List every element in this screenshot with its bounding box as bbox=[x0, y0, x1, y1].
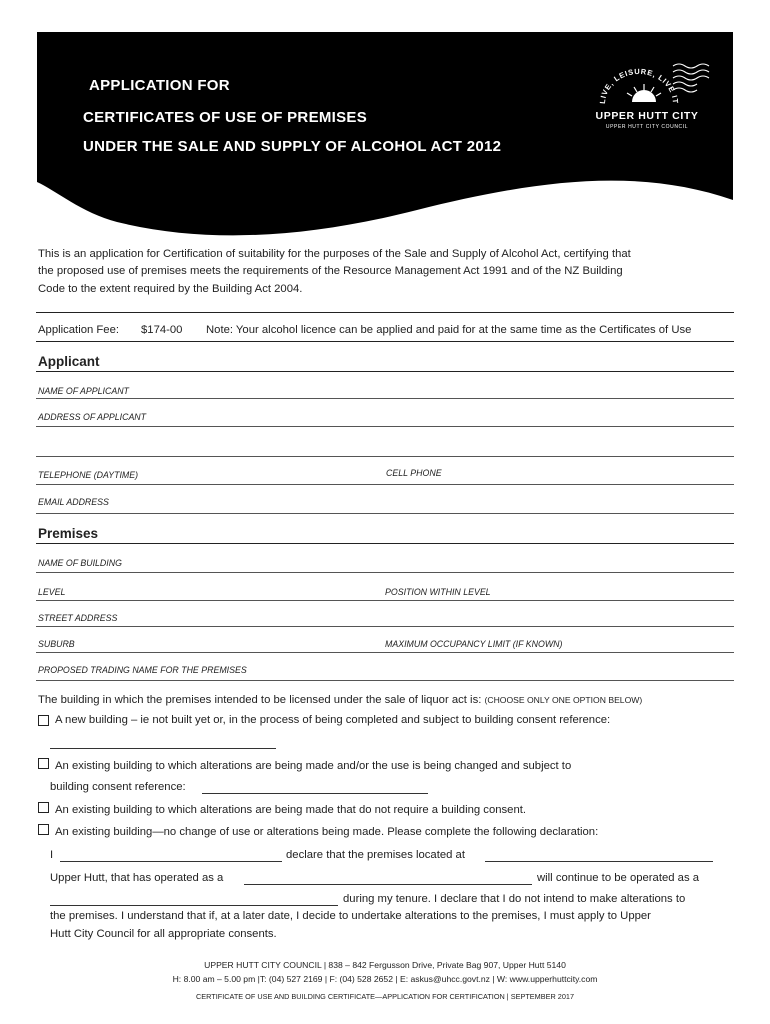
option-existing-alterations-consent-checkbox[interactable] bbox=[38, 758, 49, 769]
email-label: EMAIL ADDRESS bbox=[38, 497, 109, 507]
telephone-field[interactable] bbox=[36, 484, 734, 485]
name-of-building-field[interactable] bbox=[36, 572, 734, 573]
intro-line-2: the proposed use of premises meets the requirements of the Resource Management Act 1991 and of the NZ Building bbox=[38, 265, 623, 278]
logo-name: UPPER HUTT CITY bbox=[595, 110, 699, 122]
footer-address: UPPER HUTT CITY COUNCIL | 838 – 842 Fergusson Drive, Private Bag 907, Upper Hutt 5140 bbox=[204, 960, 566, 970]
suburb-label: SUBURB bbox=[38, 639, 75, 649]
option-existing-no-change-checkbox[interactable] bbox=[38, 824, 49, 835]
divider bbox=[36, 543, 734, 544]
logo-subtitle: UPPER HUTT CITY COUNCIL bbox=[605, 124, 689, 130]
new-building-consent-reference-field[interactable] bbox=[50, 748, 276, 749]
logo-mark-icon bbox=[577, 56, 717, 116]
options-intro-text: The building in which the premises intended to be licensed under the sale of liquor act is: bbox=[38, 694, 485, 706]
declarant-name-field[interactable] bbox=[60, 861, 282, 862]
premises-location-field[interactable] bbox=[485, 861, 713, 862]
address-of-applicant-field[interactable] bbox=[36, 426, 734, 427]
council-logo bbox=[577, 56, 717, 146]
level-field[interactable] bbox=[36, 600, 734, 601]
name-of-applicant-label: NAME OF APPLICANT bbox=[38, 386, 129, 396]
declaration-declare-text: declare that the premises located at bbox=[286, 849, 465, 861]
name-of-building-label: NAME OF BUILDING bbox=[38, 558, 122, 568]
title-line-3: UNDER THE SALE AND SUPPLY OF ALCOHOL ACT 2012 bbox=[83, 138, 502, 155]
title-line-2: CERTIFICATES OF USE OF PREMISES bbox=[83, 109, 368, 126]
declaration-upper-hutt-text: Upper Hutt, that has operated as a bbox=[50, 872, 224, 884]
street-address-field[interactable] bbox=[36, 626, 734, 627]
title-line-1: APPLICATION FOR bbox=[89, 77, 230, 94]
trading-name-field[interactable] bbox=[36, 680, 734, 681]
email-field[interactable] bbox=[36, 513, 734, 514]
building-consent-reference-field[interactable] bbox=[202, 793, 428, 794]
premises-heading: Premises bbox=[38, 526, 99, 541]
option-existing-alterations-consent-label: An existing building to which alterations are being made and/or the use is being changed and subject to bbox=[55, 760, 572, 772]
trading-name-label: PROPOSED TRADING NAME FOR THE PREMISES bbox=[38, 665, 247, 675]
name-of-applicant-field[interactable] bbox=[36, 398, 734, 399]
divider bbox=[36, 312, 734, 313]
logo-arc-text: LIVE, LEISURE, LIVE IT bbox=[597, 66, 681, 105]
divider bbox=[36, 341, 734, 342]
fee-note: Note: Your alcohol licence can be applied and paid for at the same time as the Certificates of Use bbox=[206, 324, 692, 336]
maximum-occupancy-label: MAXIMUM OCCUPANCY LIMIT (IF KNOWN) bbox=[385, 639, 563, 649]
declaration-line-4: the premises. I understand that if, at a later date, I decide to undertake alterations to the premises, I must apply to Upper bbox=[50, 910, 651, 922]
options-intro-note: (CHOOSE ONLY ONE OPTION BELOW) bbox=[484, 695, 643, 705]
address-of-applicant-field-line-2[interactable] bbox=[36, 456, 734, 457]
fee-amount: $174-00 bbox=[141, 324, 183, 336]
options-intro bbox=[38, 694, 642, 706]
option-existing-no-change-label: An existing building—no change of use or alterations being made. Please complete the following declaration: bbox=[55, 826, 599, 838]
operated-as-field[interactable] bbox=[244, 884, 532, 885]
option-existing-no-consent-label: An existing building to which alterations are being made that do not require a building consent. bbox=[55, 804, 527, 816]
declaration-i: I bbox=[50, 849, 54, 861]
address-of-applicant-label: ADDRESS OF APPLICANT bbox=[38, 412, 147, 422]
continue-operated-as-field[interactable] bbox=[50, 905, 338, 906]
cell-phone-label: CELL PHONE bbox=[386, 468, 442, 478]
declaration-line-5: Hutt City Council for all appropriate consents. bbox=[50, 928, 277, 940]
street-address-label: STREET ADDRESS bbox=[38, 613, 118, 623]
divider bbox=[36, 371, 734, 372]
fee-label: Application Fee: bbox=[38, 324, 120, 336]
intro-line-3: Code to the extent required by the Building Act 2004. bbox=[38, 282, 303, 295]
position-within-level-label: POSITION WITHIN LEVEL bbox=[385, 587, 491, 597]
intro-line-1: This is an application for Certification of suitability for the purposes of the Sale and Supply of Alcohol Act, certifying that bbox=[38, 248, 631, 260]
intro-paragraph bbox=[38, 246, 728, 298]
option-new-building-checkbox[interactable] bbox=[38, 715, 49, 726]
footer-document-title: CERTIFICATE OF USE AND BUILDING CERTIFICATE—APPLICATION FOR CERTIFICATION | SEPTEMBER 2017 bbox=[195, 992, 574, 1001]
header-banner bbox=[37, 32, 733, 252]
applicant-heading: Applicant bbox=[38, 354, 100, 369]
svg-text:LIVE, LEISURE, LIVE IT! bbox=[577, 56, 680, 104]
building-consent-reference-label: building consent reference: bbox=[50, 781, 186, 793]
telephone-label: TELEPHONE (DAYTIME) bbox=[38, 470, 139, 480]
footer-contact: H: 8.00 am – 5.00 pm |T: (04) 527 2169 | F: (04) 528 2652 | E: askus@uhcc.govt.nz | W: www.upperhuttcity.com bbox=[172, 974, 598, 984]
suburb-field[interactable] bbox=[36, 652, 734, 653]
level-label: LEVEL bbox=[38, 587, 66, 597]
option-existing-no-consent-checkbox[interactable] bbox=[38, 802, 49, 813]
declaration-continue-text: will continue to be operated as a bbox=[537, 872, 700, 884]
option-new-building-label: A new building – ie not built yet or, in the process of being completed and subject to building consent reference: bbox=[55, 714, 611, 726]
declaration-tenure-text: during my tenure. I declare that I do not intend to make alterations to bbox=[343, 893, 686, 905]
